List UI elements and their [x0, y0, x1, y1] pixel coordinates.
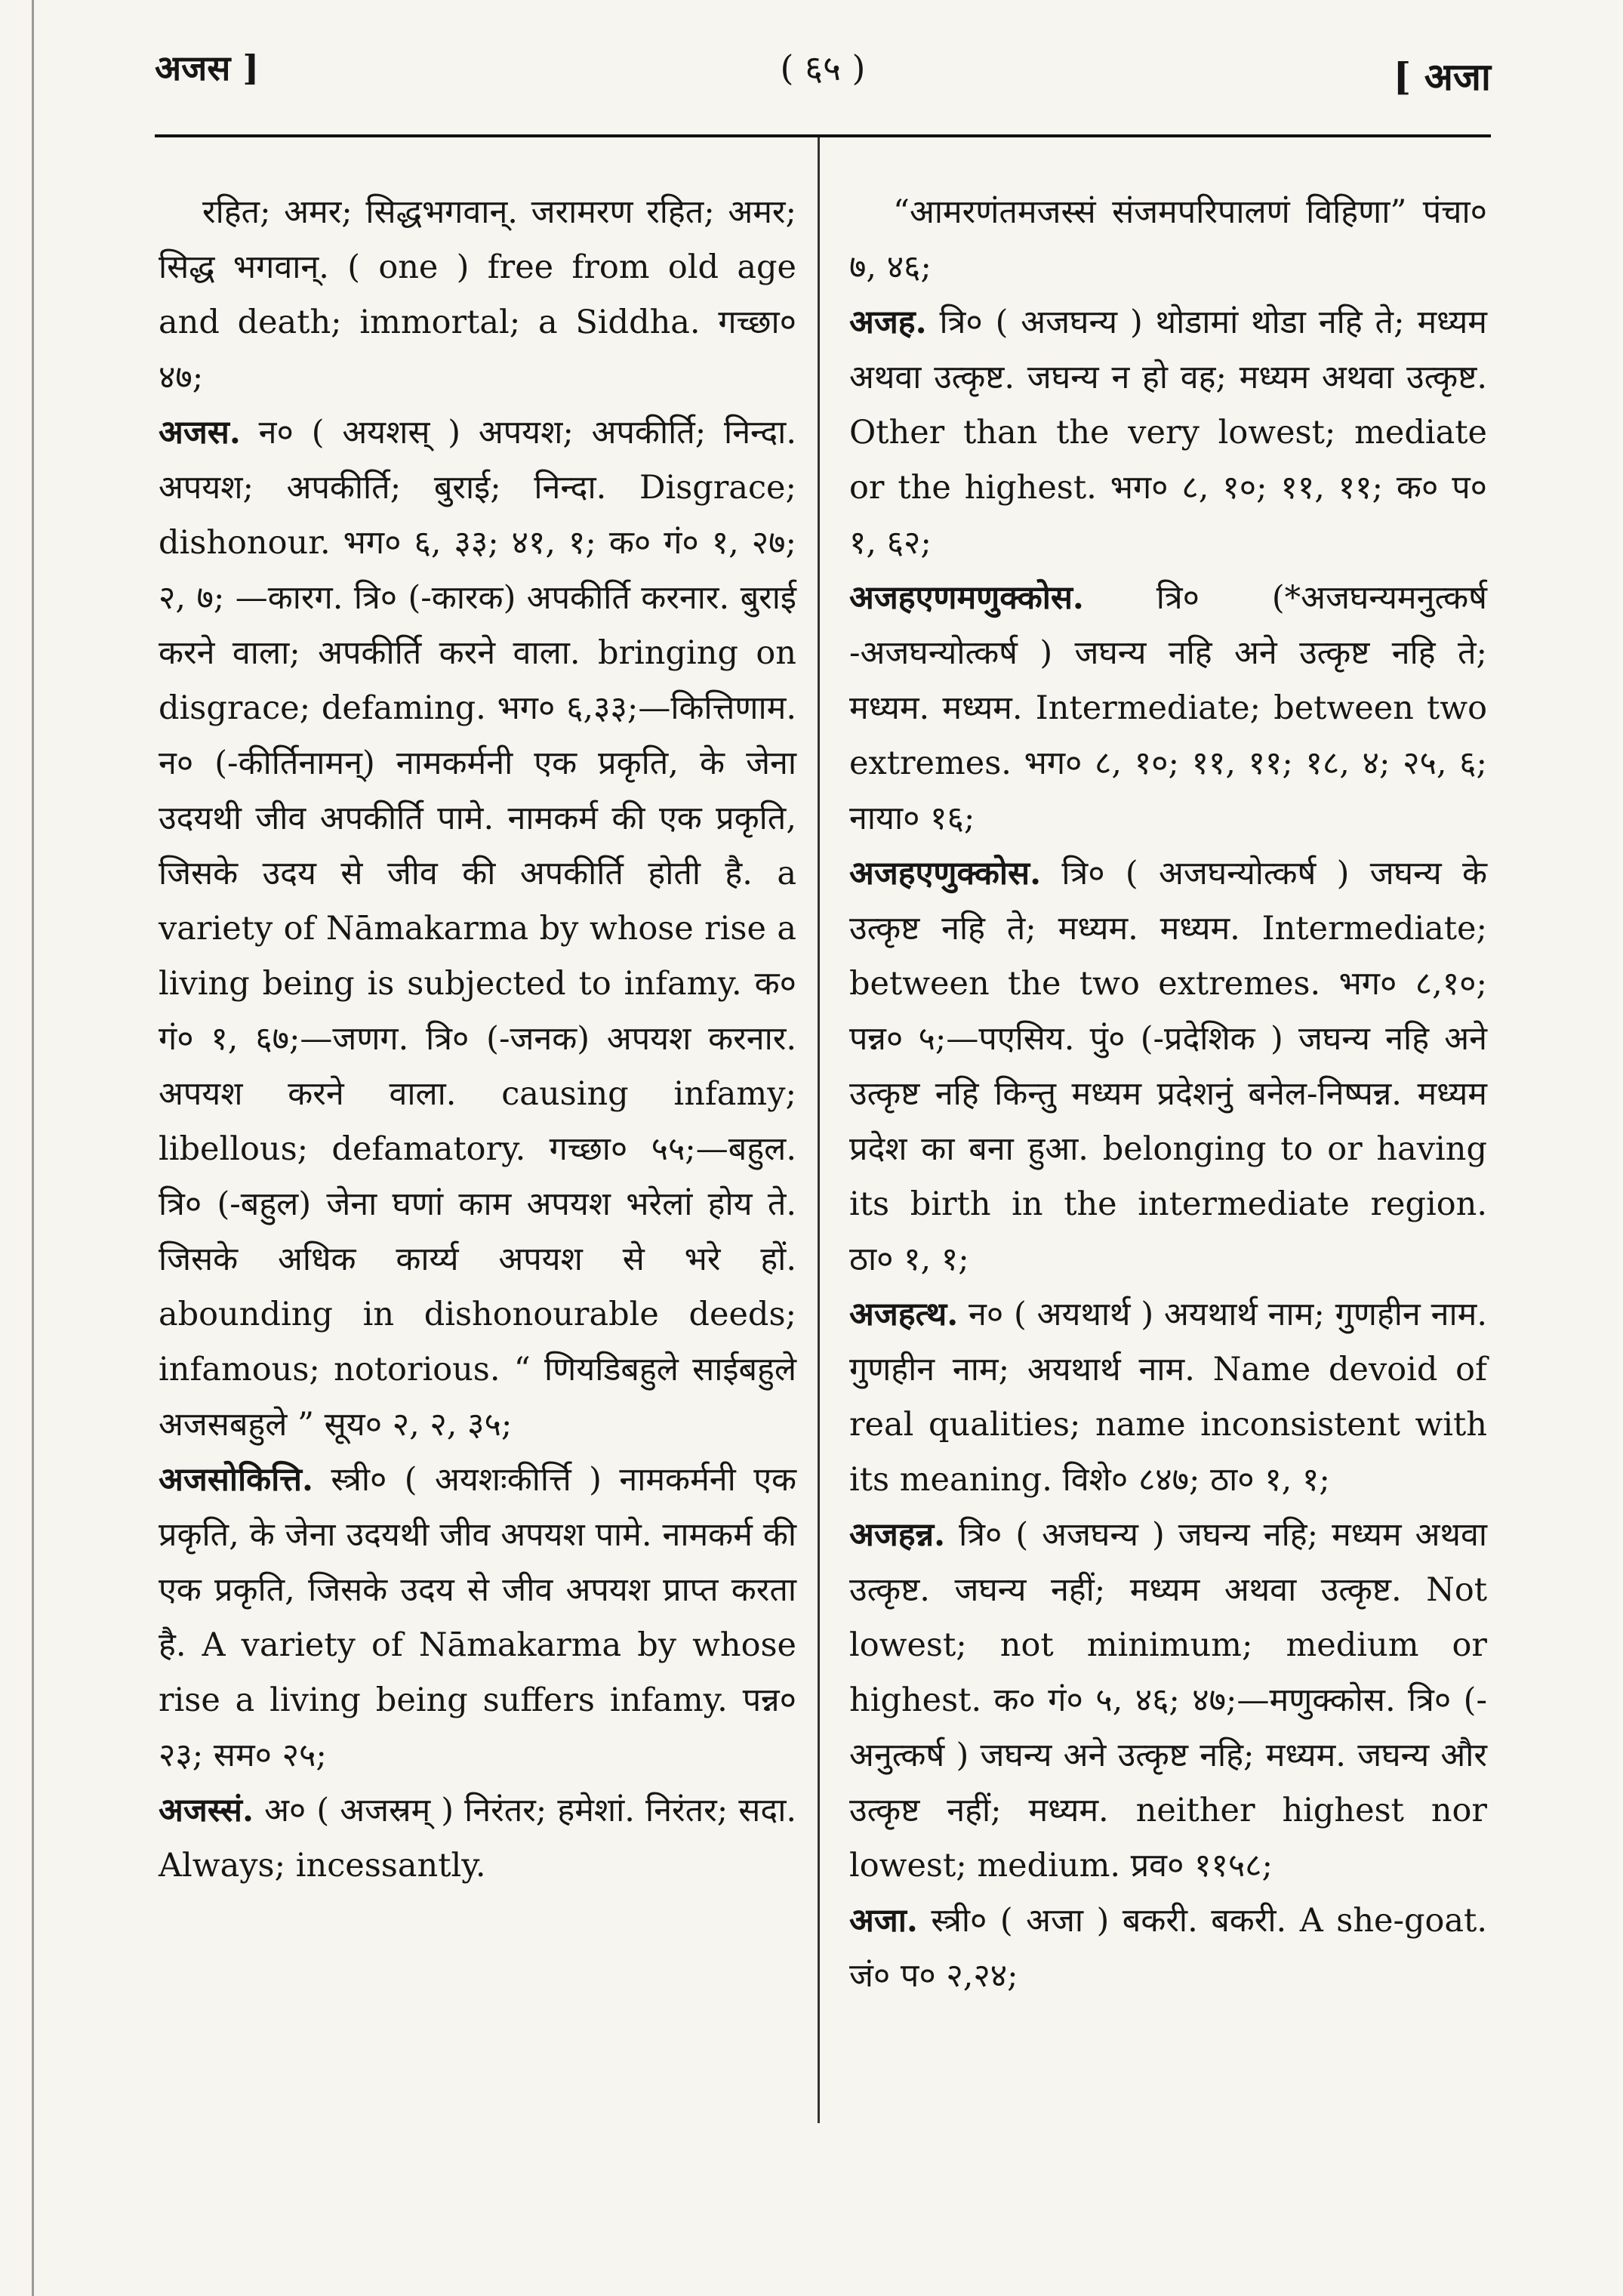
column-divider: [818, 137, 820, 2123]
entry-text: स्त्री० ( अयशःकीर्त्ति ) नामकर्मनी एक प्रकृति, के जेना उदयथी जीव अपयश पामे. नामकर्म की एक प्रकृति, जिसके उदय से जीव अपयश प्राप्त करता है. A variety of Nāmakarma by whose rise a living being suffers infamy. पन्न० २३; सम० २५;: [159, 1461, 797, 1774]
entry-text: त्रि० ( अजघन्य ) जघन्य नहि; मध्यम अथवा उत्कृष्ट. जघन्य नहीं; मध्यम अथवा उत्कृष्ट. Not lowest; not minimum; medium or highest. क० गं० ५, ४६; ४७;—मणुक्कोस. त्रि० (-अनुत्कर्ष ) जघन्य अने उत्कृष्ट नहि; मध्यम. जघन्य और उत्कृष्ट नहीं; मध्यम. neither highest nor lowest; medium. प्रव० ११५८;: [849, 1516, 1488, 1885]
header-left-word: अजस ]: [155, 48, 260, 88]
dictionary-entry: [849, 1287, 1487, 1508]
dictionary-entry: [849, 1894, 1487, 2004]
page-border: [32, 0, 34, 2296]
entry-headword: अजहत्थ.: [849, 1296, 959, 1333]
entry-headword: अजह.: [849, 304, 927, 341]
entry-headword: अजहएणमणुक्कोस.: [849, 579, 1084, 617]
entry-text: त्रि० ( अजघन्योत्कर्ष ) जघन्य के उत्कृष्ट नहि ते; मध्यम. मध्यम. Intermediate; between the two extremes. भग० ८,१०; पन्न० ५;—पएसिय. पुं० (-प्रदेशिक ) जघन्य नहि अने उत्कृष्ट नहि किन्तु मध्यम प्रदेशनुं बनेल-निष्पन्न. मध्यम प्रदेश का बना हुआ. belonging to or having its birth in the intermediate region. ठा० १, १;: [849, 855, 1487, 1278]
dictionary-entry: [849, 1508, 1487, 1894]
entry-text: न० ( अयशस् ) अपयश; अपकीर्ति; निन्दा. अपयश; अपकीर्ति; बुराई; निन्दा. Disgrace; dishonour. भग० ६, ३३; ४१, १; क० गं० १, २७; २, ७; —कारग. त्रि० (-कारक) अपकीर्ति करनार. बुराई करने वाला; अपकीर्ति करने वाला. bringing on disgrace; defaming. भग० ६,३३;—कित्तिणाम. न० (-कीर्तिनामन्) नामकर्मनी एक प्रकृति, के जेना उदयथी जीव अपकीर्ति पामे. नामकर्म की एक प्रकृति, जिसके उदय से जीव की अपकीर्ति होती है. a variety of Nāmakarma by whose rise a living being is subjected to infamy. क० गं० १, ६७;—जणग. त्रि० (-जनक) अपयश करनार. अपयश करने वाला. causing infamy; libellous; defamatory. गच्छा० ५५;—बहुल. त्रि० (-बहुल) जेना घणां काम अपयश भरेलां होय ते. जिसके अधिक कार्य्य अपयश से भरे हों. abounding in dishonourable deeds; infamous; notorious. “ णियडिबहुले साईबहुले अजसबहुले ” सूय० २, २, ३५;: [159, 414, 796, 1444]
entry-text: रहित; अमर; सिद्धभगवान्. जरामरण रहित; अमर; सिद्ध भगवान्. ( one ) free from old age and death; immortal; a Siddha. गच्छा० ४७;: [159, 193, 796, 396]
entry-headword: अजस.: [159, 414, 241, 451]
entry-headword: अजहन्न.: [849, 1516, 946, 1554]
entry-headword: अजहएणुक्कोस.: [849, 855, 1042, 892]
dictionary-entry: [159, 405, 796, 1453]
entry-headword: अजा.: [849, 1902, 918, 1940]
entry-text: अ० ( अजस्रम् ) निरंतर; हमेशां. निरंतर; सदा. Always; incessantly.: [159, 1792, 797, 1885]
entry-text: त्रि० (*अजघन्यमनुत्कर्ष -अजघन्योत्कर्ष ) जघन्य नहि अने उत्कृष्ट नहि ते; मध्यम. मध्यम. Intermediate; between two extremes. भग० ८, १०; ११, ११; १८, ४; २५, ६; नाया० १६;: [849, 579, 1487, 837]
entry-text: स्त्री० ( अजा ) बकरी. बकरी. A she-goat. जं० प० २,२४;: [849, 1902, 1487, 1995]
dictionary-entry: [849, 571, 1487, 846]
dictionary-entry: [159, 185, 796, 405]
dictionary-entry: [159, 1783, 796, 1894]
entry-text: त्रि० ( अजघन्य ) थोडामां थोडा नहि ते; मध्यम अथवा उत्कृष्ट. जघन्य न हो वह; मध्यम अथवा उत्कृष्ट. Other than the very lowest; mediate or the highest. भग० ८, १०; ११, ११; क० प० १, ६२;: [849, 304, 1487, 562]
header-rule: [155, 134, 1491, 137]
page-number: ( ६५ ): [780, 48, 866, 88]
right-column: [849, 185, 1487, 2004]
header-right-word: [ अजा: [1393, 54, 1491, 99]
dictionary-entry: [849, 185, 1487, 295]
entry-headword: अजस्सं.: [159, 1792, 254, 1829]
dictionary-entry: [849, 295, 1487, 571]
entry-headword: अजसोकित्ति.: [159, 1461, 313, 1499]
running-head: [155, 44, 1491, 104]
dictionary-entry: [159, 1453, 796, 1783]
dictionary-entry: [849, 846, 1487, 1287]
entry-text: “आमरणंतमजस्सं संजमपरिपालणं विहिणा” पंचा० ७, ४६;: [849, 193, 1487, 286]
entry-text: न० ( अयथार्थ ) अयथार्थ नाम; गुणहीन नाम. गुणहीन नाम; अयथार्थ नाम. Name devoid of real qualities; name inconsistent with its meaning. विशे० ८४७; ठा० १, १;: [849, 1296, 1487, 1499]
left-column: [159, 185, 796, 1894]
